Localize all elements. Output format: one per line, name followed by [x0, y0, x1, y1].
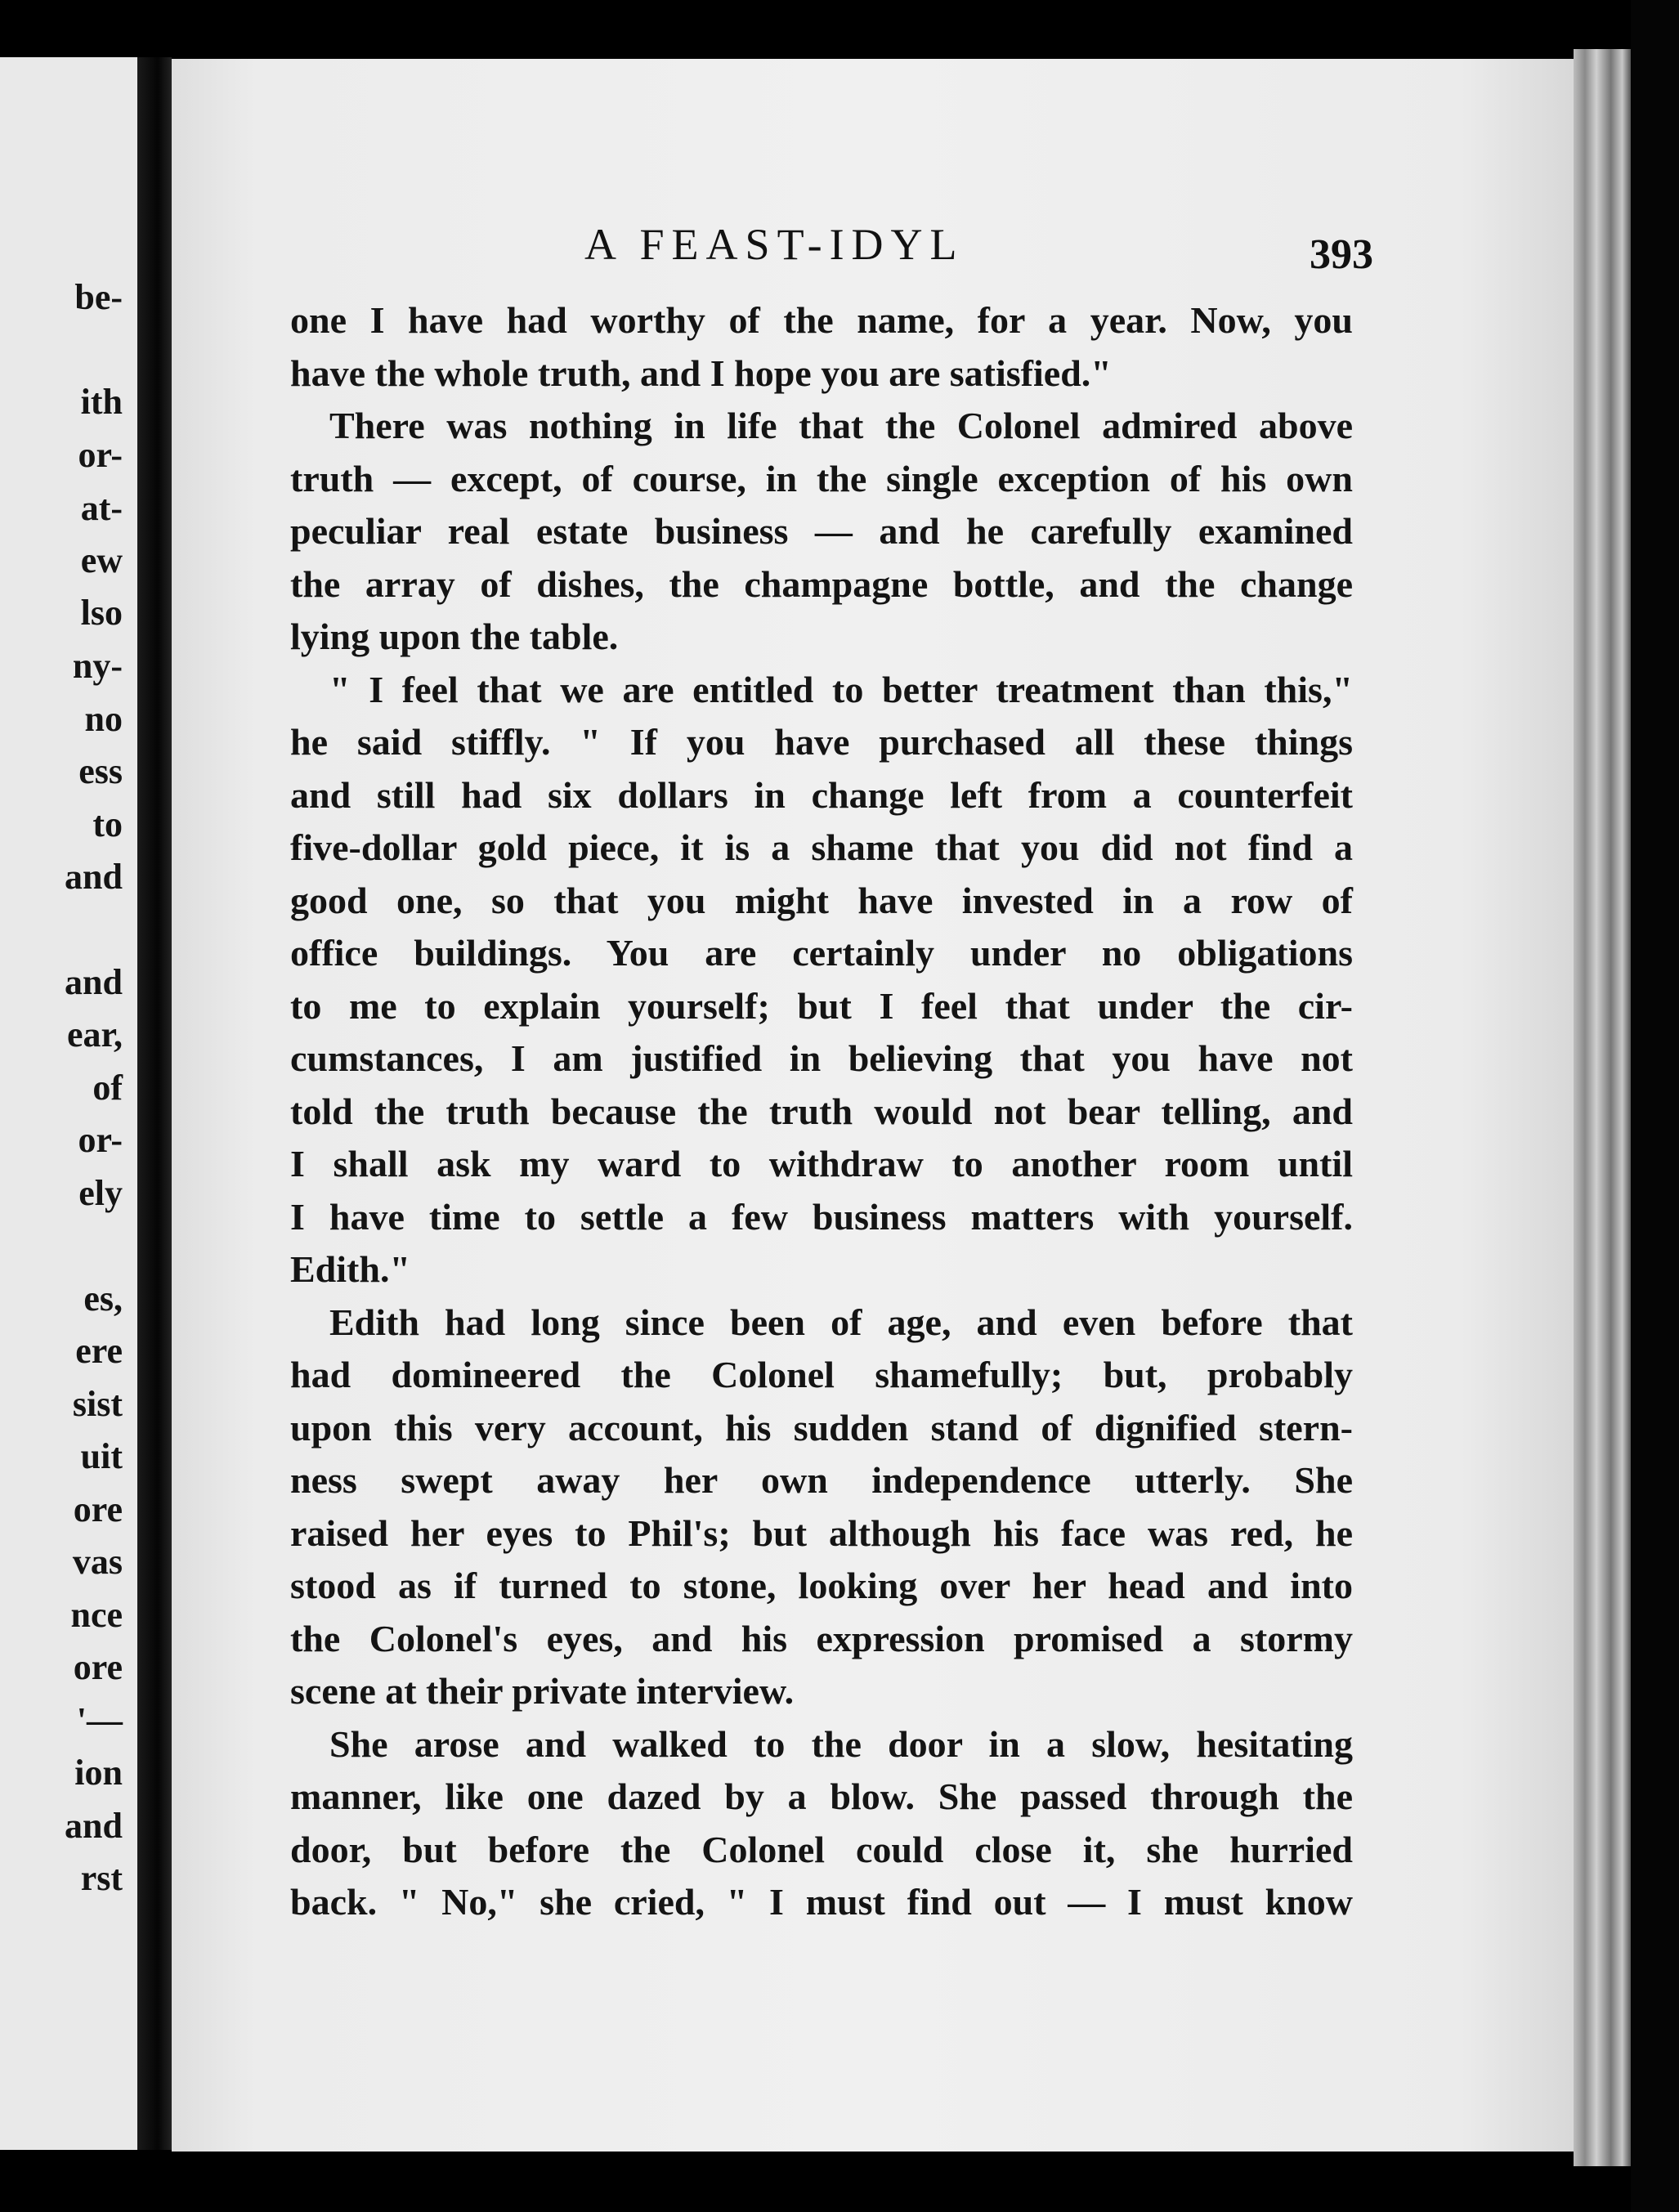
- left-page-fragment: or-: [78, 1120, 123, 1160]
- book-spine-gutter: [137, 57, 172, 2150]
- left-page-fragment: ion: [74, 1753, 123, 1793]
- body-text: [290, 294, 1353, 1929]
- page-edge-stack: [1574, 49, 1631, 2166]
- text-line: Edith had long since been of age, and even before that: [329, 1301, 1353, 1343]
- text-line: stood as if turned to stone, looking over her head and into: [290, 1565, 1353, 1606]
- text-line: There was nothing in life that the Colonel admired above: [329, 405, 1353, 446]
- left-page-fragment: uit: [80, 1436, 123, 1476]
- left-page-fragment: and: [65, 1806, 123, 1846]
- left-page-fragment: ith: [80, 382, 123, 422]
- text-line: lying upon the table.: [290, 616, 619, 657]
- left-page-fragment: ely: [78, 1173, 123, 1213]
- left-page-fragment: to: [92, 804, 123, 844]
- text-line: the Colonel's eyes, and his expression promised a stormy: [290, 1617, 1353, 1659]
- text-line: truth — except, of course, in the single exception of his own: [290, 457, 1353, 499]
- text-line: he said stiffly. " If you have purchased all these things: [290, 721, 1353, 763]
- text-line: I shall ask my ward to withdraw to another room until: [290, 1143, 1353, 1184]
- text-line: back. " No," she cried, " I must find out — I must know: [290, 1881, 1353, 1923]
- left-page-fragment: ew: [80, 540, 123, 580]
- left-page-fragment: ear,: [66, 1014, 123, 1055]
- left-page-fragment: vas: [72, 1542, 123, 1582]
- text-line: one I have had worthy of the name, for a year. Now, you: [290, 299, 1353, 341]
- text-line: " I feel that we are entitled to better treatment than this,": [329, 668, 1353, 710]
- text-line: Edith.": [290, 1248, 410, 1290]
- text-line: had domineered the Colonel shamefully; but, probably: [290, 1354, 1353, 1395]
- text-line: the array of dishes, the champagne bottle, and the change: [290, 562, 1353, 605]
- text-line: manner, like one dazed by a blow. She passed through the: [290, 1775, 1353, 1817]
- left-page-fragment: rst: [80, 1858, 123, 1898]
- left-page-fragment: and: [65, 962, 123, 1002]
- text-line: office buildings. You are certainly under no obligations: [290, 932, 1353, 974]
- left-page-fragment: be-: [74, 277, 123, 317]
- text-line: have the whole truth, and I hope you are satisfied.": [290, 352, 1112, 394]
- text-line: and still had six dollars in change left from a counterfeit: [290, 773, 1353, 816]
- left-page-fragment: at-: [80, 488, 123, 528]
- left-page-fragment: ess: [78, 751, 123, 791]
- text-line: told the truth because the truth would not bear telling, and: [290, 1090, 1353, 1132]
- text-line: to me to explain yourself; but I feel that under the cir-: [290, 984, 1353, 1027]
- text-line: raised her eyes to Phil's; but although his face was red, he: [290, 1511, 1353, 1554]
- left-page-fragment: sist: [72, 1384, 123, 1424]
- page-number: 393: [1310, 231, 1373, 278]
- left-page-fragment: and: [65, 857, 123, 897]
- left-page-fragment: or-: [78, 435, 123, 475]
- left-page-fragment: '—: [76, 1700, 123, 1740]
- text-line: ness swept away her own independence utterly. She: [290, 1459, 1353, 1501]
- text-line: peculiar real estate business — and he carefully examined: [290, 510, 1353, 552]
- left-page-fragment: ere: [75, 1331, 123, 1371]
- text-line: upon this very account, his sudden stand of dignified stern-: [290, 1406, 1353, 1449]
- scan-background-right: [1631, 0, 1679, 2212]
- left-page-fragment: es,: [83, 1278, 123, 1319]
- text-line: cumstances, I am justified in believing that you have not: [290, 1037, 1353, 1079]
- left-page-fragment: ny-: [72, 646, 123, 686]
- running-head: A FEAST-IDYL: [584, 220, 965, 269]
- left-page-fragment: ore: [73, 1489, 123, 1529]
- left-page-fragment: nce: [70, 1595, 123, 1635]
- text-line: scene at their private interview.: [290, 1670, 795, 1712]
- left-page-fragment: lso: [80, 593, 123, 633]
- text-line: I have time to settle a few business matters with yourself.: [290, 1195, 1353, 1238]
- left-page-fragment: of: [92, 1068, 123, 1108]
- text-line: good one, so that you might have invested in a row of: [290, 879, 1353, 921]
- left-page-fragment: no: [84, 699, 123, 739]
- text-line: five-dollar gold piece, it is a shame that you did not find a: [290, 826, 1353, 868]
- text-line: She arose and walked to the door in a slow, hesitating: [329, 1722, 1353, 1765]
- left-page-fragment: ore: [73, 1647, 123, 1687]
- text-line: door, but before the Colonel could close it, she hurried: [290, 1828, 1353, 1870]
